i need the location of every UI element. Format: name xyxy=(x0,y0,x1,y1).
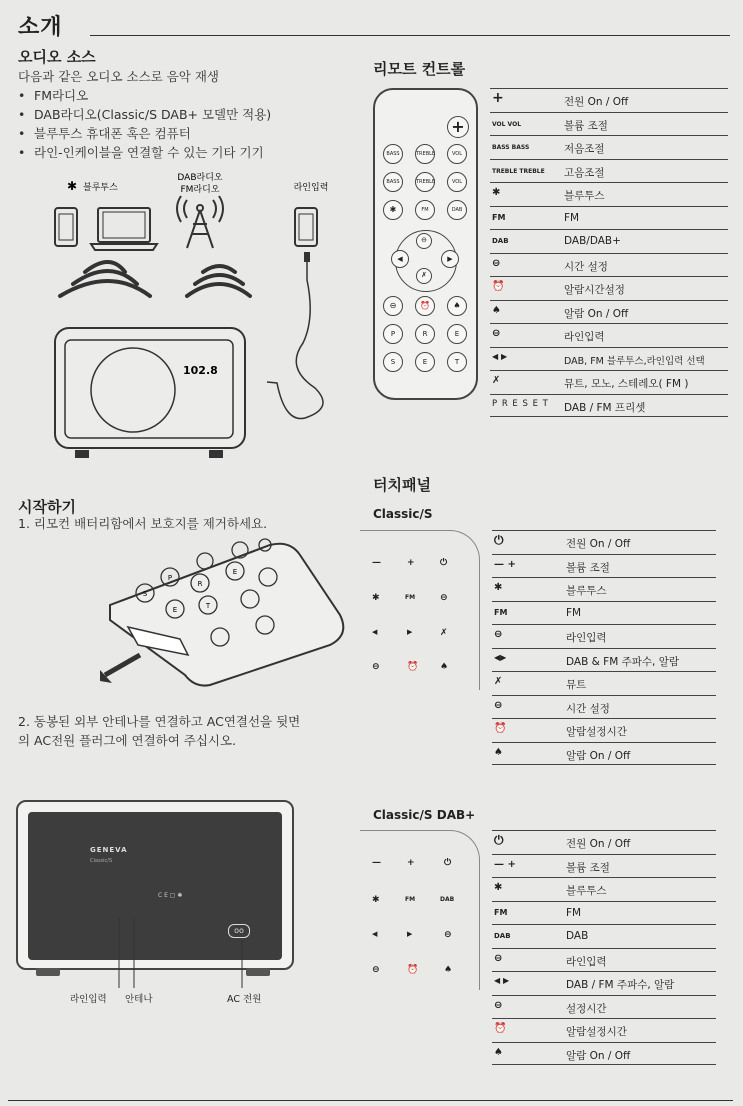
bluetooth-icon: ✱ xyxy=(67,179,78,193)
laptop-icon xyxy=(98,208,150,242)
line-in-cable xyxy=(267,258,323,419)
volume-icon: — + xyxy=(494,558,516,570)
bluetooth-icon: ✱ xyxy=(383,200,403,220)
dab-label: DAB라디오 xyxy=(177,173,223,183)
preset-key: T xyxy=(447,352,467,372)
remote-function-table xyxy=(490,88,728,417)
table-row: ♠ 알람 On / Off xyxy=(492,1042,716,1066)
radio-display: 102.8 xyxy=(183,364,218,377)
touch-panel-heading: 터치패널 xyxy=(373,476,431,494)
dab-key: DAB xyxy=(447,200,467,220)
linein-icon: ⊖ xyxy=(416,233,432,249)
right-arrow-icon: ▶ xyxy=(407,930,413,938)
svg-text:P: P xyxy=(167,574,173,582)
table-row: ✗ 뮤트 xyxy=(492,671,716,695)
fm-label: FM라디오 xyxy=(180,185,220,195)
callout-antenna: 안테나 xyxy=(125,994,153,1005)
table-row: ⏰ 알람설정시간 xyxy=(492,1018,716,1042)
power-icon: ⏻ xyxy=(494,833,504,847)
dab-icon: DAB xyxy=(494,932,511,940)
table-row: P R E S E T DAB / FM 프리셋 xyxy=(490,394,728,418)
vol-key: VOL xyxy=(447,144,467,164)
remote-heading: 리모트 컨트롤 xyxy=(373,60,466,78)
table-row: ⊖ 라인입력 xyxy=(490,323,728,347)
audio-source-illustration xyxy=(15,168,365,468)
clock-icon: ⊖ xyxy=(383,296,403,316)
right-arrow-icon: ▶ xyxy=(407,628,413,636)
alarm-icon: ♠ xyxy=(447,296,467,316)
preset-key: E xyxy=(447,324,467,344)
table-row: ⊖ 시간 설정 xyxy=(492,695,716,719)
list-item: • DAB라디오(Classic/S DAB+ 모델만 적용) xyxy=(18,105,363,124)
plus-icon: + xyxy=(407,558,415,568)
audio-source-list xyxy=(18,86,363,162)
signal-waves-middle xyxy=(187,266,250,296)
clock-icon: ⊖ xyxy=(494,999,503,1011)
table-row: TREBLE TREBLE 고음조절 xyxy=(490,159,728,183)
linein-icon: ⊖ xyxy=(444,930,452,940)
antenna-tower-icon xyxy=(177,196,223,248)
arrows-icon: ◀▶ xyxy=(494,652,507,662)
table-row: ✗ 뮤트, 모노, 스테레오( FM ) xyxy=(490,370,728,394)
callout-linein: 라인입력 xyxy=(70,994,107,1005)
fm-icon: FM xyxy=(405,896,416,903)
signal-waves-left xyxy=(60,262,150,296)
bass-icon: BASS BASS xyxy=(492,144,530,151)
alarm-set-icon: ⏰ xyxy=(494,1023,507,1034)
treble-key: TREBLE xyxy=(415,172,435,192)
alarm-set-icon: ⏰ xyxy=(407,662,419,672)
alarm-set-icon: ⏰ xyxy=(407,965,419,975)
clock-icon: ⊖ xyxy=(372,662,380,672)
table-row: ⏰ 알람시간설정 xyxy=(490,276,728,300)
table-row: ♠ 알람 On / Off xyxy=(492,742,716,766)
table-row: ⏰ 알람설정시간 xyxy=(492,718,716,742)
step-2-line-1: 2. 동봉된 외부 안테나를 연결하고 AC연결선을 뒷면 xyxy=(18,714,301,729)
clock-icon: ⊖ xyxy=(494,699,503,711)
table-row: FM FM xyxy=(492,601,716,625)
svg-text:E: E xyxy=(232,568,238,576)
audio-source-intro: 다음과 같은 오디오 소스로 음악 재생 xyxy=(18,69,219,84)
bluetooth-icon: ✱ xyxy=(494,882,503,893)
mute-icon: ✗ xyxy=(494,676,503,687)
bluetooth-icon: ✱ xyxy=(372,895,380,905)
table-row: ◀ ▶ DAB / FM 주파수, 알람 xyxy=(492,971,716,995)
title-rule xyxy=(90,35,730,36)
classic-s-touch-panel xyxy=(360,530,480,690)
mute-icon: ✗ xyxy=(440,628,448,638)
alarm-set-icon: ⏰ xyxy=(494,723,507,734)
left-arrow-icon: ◀ xyxy=(391,250,409,268)
radio-device xyxy=(55,328,245,458)
preset-icon: P R E S E T xyxy=(492,398,549,409)
table-row: ✱ 블루투스 xyxy=(490,182,728,206)
classic-s-dab-touch-panel xyxy=(360,830,480,990)
table-row: ⏻ 전원 On / Off xyxy=(492,530,716,554)
arrows-icon: ◀ ▶ xyxy=(494,976,510,985)
fm-icon: FM xyxy=(405,594,416,601)
alarm-icon: ♠ xyxy=(494,1046,503,1058)
fm-key: FM xyxy=(415,200,435,220)
table-row: ♠ 알람 On / Off xyxy=(490,300,728,324)
model-label: Classic/S xyxy=(90,858,113,864)
linein-label: 라인입력 xyxy=(293,183,329,193)
svg-text:S: S xyxy=(142,590,148,598)
alarm-icon: ♠ xyxy=(492,304,501,316)
alarm-set-icon: ⏰ xyxy=(415,296,435,316)
table-row: VOL VOL 볼륨 조절 xyxy=(490,112,728,136)
table-row: + 전원 On / Off xyxy=(490,88,728,112)
table-row: ◀ ▶ DAB, FM 블루투스,라인입력 선택 xyxy=(490,347,728,371)
audio-source-heading: 오디오 소스 xyxy=(18,48,96,66)
classic-s-function-table xyxy=(492,530,716,765)
audio-source-section xyxy=(18,46,363,162)
alarm-icon: ♠ xyxy=(444,965,453,975)
alarm-set-icon: ⏰ xyxy=(492,281,505,292)
clock-icon: ⊖ xyxy=(492,257,501,269)
remote-control-illustration xyxy=(373,88,478,400)
classic-s-heading: Classic/S xyxy=(373,507,433,521)
table-row: ⏻ 전원 On / Off xyxy=(492,830,716,854)
fm-icon: FM xyxy=(494,907,508,917)
callout-ac: AC 전원 xyxy=(227,994,262,1005)
power-icon: ⏻ xyxy=(440,558,448,568)
classic-s-dab-heading: Classic/S DAB+ xyxy=(373,808,476,822)
bluetooth-icon: ✱ xyxy=(494,582,503,593)
left-arrow-icon: ◀ xyxy=(372,628,378,636)
vol-key: VOL xyxy=(447,172,467,192)
table-row: ✱ 블루투스 xyxy=(492,577,716,601)
preset-key: S xyxy=(383,352,403,372)
preset-key: E xyxy=(415,352,435,372)
svg-text:T: T xyxy=(205,602,211,610)
treble-icon: TREBLE TREBLE xyxy=(492,167,545,175)
classic-s-dab-function-table xyxy=(492,830,716,1065)
bottom-rule xyxy=(8,1100,733,1101)
page-title: 소개 xyxy=(18,15,63,40)
bass-key: BASS xyxy=(383,172,403,192)
volume-icon: VOL VOL xyxy=(492,120,522,128)
preset-key: P xyxy=(383,324,403,344)
bass-key: BASS xyxy=(383,144,403,164)
power-icon: + xyxy=(492,90,504,106)
table-row: ⊖ 라인입력 xyxy=(492,624,716,648)
list-item: • 블루투스 휴대폰 혹은 컴퓨터 xyxy=(18,124,363,143)
linein-icon: ⊖ xyxy=(492,328,501,339)
right-arrow-icon: ▶ xyxy=(441,250,459,268)
mute-icon: ✗ xyxy=(416,268,432,284)
clock-icon: ⊖ xyxy=(372,965,380,975)
getting-started-heading: 시작하기 xyxy=(18,498,76,516)
table-row: DAB DAB/DAB+ xyxy=(490,229,728,253)
list-item: • FM라디오 xyxy=(18,86,363,105)
treble-key: TREBLE xyxy=(415,144,435,164)
table-row: DAB DAB xyxy=(492,924,716,948)
list-item: • 라인-인케이블을 연결할 수 있는 기타 기기 xyxy=(18,143,363,162)
alarm-icon: ♠ xyxy=(440,662,449,672)
power-icon: ⏻ xyxy=(444,858,452,868)
mute-icon: ✗ xyxy=(492,375,501,386)
linein-icon: ⊖ xyxy=(440,593,448,603)
step-1-text: 1. 리모컨 배터리함에서 보호지를 제거하세요. xyxy=(18,516,268,531)
left-arrow-icon: ◀ xyxy=(372,930,378,938)
bluetooth-label: 블루투스 xyxy=(83,183,118,193)
svg-text:R: R xyxy=(197,580,203,588)
cert-icons: C E ▢ ✱ xyxy=(158,892,183,899)
table-row: — + 볼륨 조절 xyxy=(492,554,716,578)
bluetooth-icon: ✱ xyxy=(372,593,380,603)
arrows-icon: ◀ ▶ xyxy=(492,351,508,361)
table-row: ◀▶ DAB & FM 주파수, 알람 xyxy=(492,648,716,672)
minus-icon: — xyxy=(372,858,381,868)
power-button-icon: + xyxy=(447,116,469,138)
table-row: — + 볼륨 조절 xyxy=(492,854,716,878)
table-row: ⊖ 라인입력 xyxy=(492,948,716,972)
step-2-line-2: 의 AC전원 플러그에 연결하여 주십시오. xyxy=(18,733,237,748)
preset-key: R xyxy=(415,324,435,344)
table-row: BASS BASS 저음조절 xyxy=(490,135,728,159)
volume-icon: — + xyxy=(494,858,516,870)
table-row: ⊖ 설정시간 xyxy=(492,995,716,1019)
fm-icon: FM xyxy=(494,607,508,617)
dab-icon: DAB xyxy=(492,237,509,245)
linein-icon: ⊖ xyxy=(494,629,503,640)
table-row: ⊖ 시간 설정 xyxy=(490,253,728,277)
dab-icon: DAB xyxy=(440,896,455,903)
linein-icon: ⊖ xyxy=(494,952,503,964)
power-icon: ⏻ xyxy=(494,533,504,547)
brand-label: GENEVA xyxy=(90,846,128,854)
table-row: ✱ 블루투스 xyxy=(492,877,716,901)
svg-text:E: E xyxy=(172,606,178,614)
fm-icon: FM xyxy=(492,212,506,222)
table-row: FM FM xyxy=(490,206,728,230)
ac-socket-icon: oo xyxy=(228,924,250,938)
minus-icon: — xyxy=(372,558,381,568)
bluetooth-icon: ✱ xyxy=(492,187,501,198)
remote-battery-illustration xyxy=(100,535,360,690)
alarm-icon: ♠ xyxy=(494,746,503,758)
table-row: FM FM xyxy=(492,901,716,925)
plus-icon: + xyxy=(407,858,415,868)
